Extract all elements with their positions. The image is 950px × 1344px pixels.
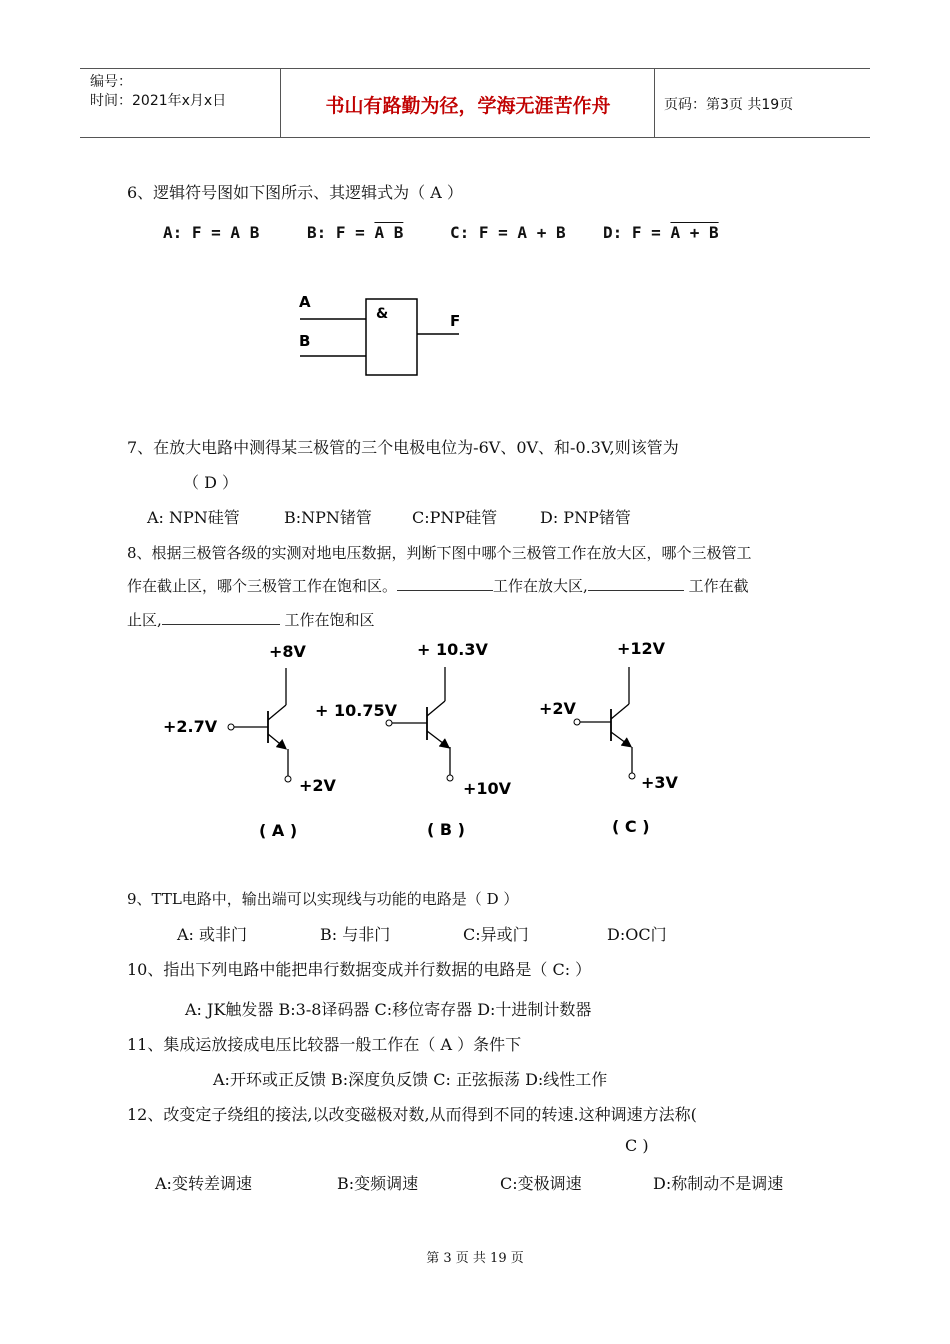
q7-option-b: B:NPN锗管 [284, 508, 372, 527]
header-motto: 书山有路勤为径，学海无涯苦作舟 [325, 95, 611, 117]
q6-option-c: C: F = A + B [450, 223, 566, 242]
q12-option-a: A:变转差调速 [155, 1174, 252, 1193]
gate-input-b-label: B [299, 332, 311, 350]
transistor-b-base: + 10.75V [315, 701, 397, 720]
and-gate-diagram [290, 285, 480, 385]
question-11: 11、集成运放接成电压比较器一般工作在（ A ）条件下 [127, 1035, 522, 1054]
transistor-a-label: ( A ) [259, 821, 298, 840]
q9-option-b: B: 与非门 [320, 925, 391, 944]
question-10: 10、指出下列电路中能把串行数据变成并行数据的电路是（ C: ） [127, 960, 592, 979]
transistor-a-emitter: +2V [299, 776, 336, 795]
q6-option-d: D: F = A + B [603, 223, 719, 242]
q11-options: A:开环或正反馈 B:深度负反馈 C: 正弦振荡 D:线性工作 [213, 1070, 608, 1089]
transistor-c-label: ( C ) [612, 817, 650, 836]
q10-options: A: JK触发器 B:3-8译码器 C:移位寄存器 D:十进制计数器 [185, 1000, 592, 1019]
and-gate-box [366, 299, 417, 375]
q6-option-a: A: F = A B [163, 223, 260, 242]
answer-blank[interactable] [162, 610, 280, 625]
transistor-c-base: +2V [539, 699, 576, 718]
header-number: 编号： [90, 74, 132, 90]
page-header [80, 68, 870, 138]
q9-option-c: C:异或门 [463, 925, 529, 944]
transistor-a-collector: +8V [269, 642, 306, 661]
question-8-line1: 8、根据三极管各级的实测对地电压数据，判断下图中哪个三极管工作在放大区，哪个三极管工 [127, 544, 752, 562]
q7-answer: （ D ） [183, 473, 239, 492]
q7-option-c: C:PNP硅管 [412, 508, 498, 527]
question-8-line2: 作在截止区，哪个三极管工作在饱和区。 工作在放大区, 工作在截 [127, 577, 749, 595]
header-meta [90, 73, 226, 111]
gate-output-label: F [450, 312, 461, 330]
answer-blank[interactable] [588, 576, 684, 591]
q6-option-b: B: F = A B [307, 223, 404, 242]
q12-option-d: D:称制动不是调速 [653, 1174, 784, 1193]
question-7: 7、在放大电路中测得某三极管的三个电极电位为-6V、0V、和-0.3V,则该管为 [127, 438, 679, 457]
q9-option-a: A: 或非门 [177, 925, 248, 944]
question-6: 6、逻辑符号图如下图所示、其逻辑式为（ A ） [127, 183, 463, 202]
q12-option-c: C:变极调速 [500, 1174, 582, 1193]
transistor-b-label: ( B ) [427, 820, 465, 839]
header-time: 时间：2021年x月x日 [90, 93, 227, 109]
question-9: 9、TTL电路中，输出端可以实现线与功能的电路是（ D ） [127, 890, 519, 908]
page-footer: 第 3 页 共 19 页 [426, 1251, 524, 1266]
question-8-line3: 止区, 工作在饱和区 [127, 611, 375, 629]
transistor-b-collector: + 10.3V [417, 640, 488, 659]
transistor-diagrams [155, 635, 715, 850]
q12-answer: C ) [625, 1136, 649, 1155]
transistor-a-base: +2.7V [163, 717, 218, 736]
question-12: 12、改变定子绕组的接法,以改变磁极对数,从而得到不同的转速.这种调速方法称( [127, 1105, 697, 1124]
q12-option-b: B:变频调速 [337, 1174, 419, 1193]
q9-option-d: D:OC门 [607, 925, 667, 944]
transistor-a [163, 642, 337, 840]
header-page-number: 页码：第3页 共19页 [664, 97, 794, 113]
q7-option-d: D: PNP锗管 [540, 508, 631, 527]
transistor-c [539, 639, 679, 836]
transistor-c-emitter: +3V [641, 773, 678, 792]
transistor-b [315, 640, 512, 839]
transistor-b-emitter: +10V [463, 779, 512, 798]
q7-option-a: A: NPN硅管 [147, 508, 240, 527]
gate-input-a-label: A [299, 293, 311, 311]
answer-blank[interactable] [397, 576, 493, 591]
transistor-c-collector: +12V [617, 639, 666, 658]
gate-symbol: & [376, 306, 389, 322]
